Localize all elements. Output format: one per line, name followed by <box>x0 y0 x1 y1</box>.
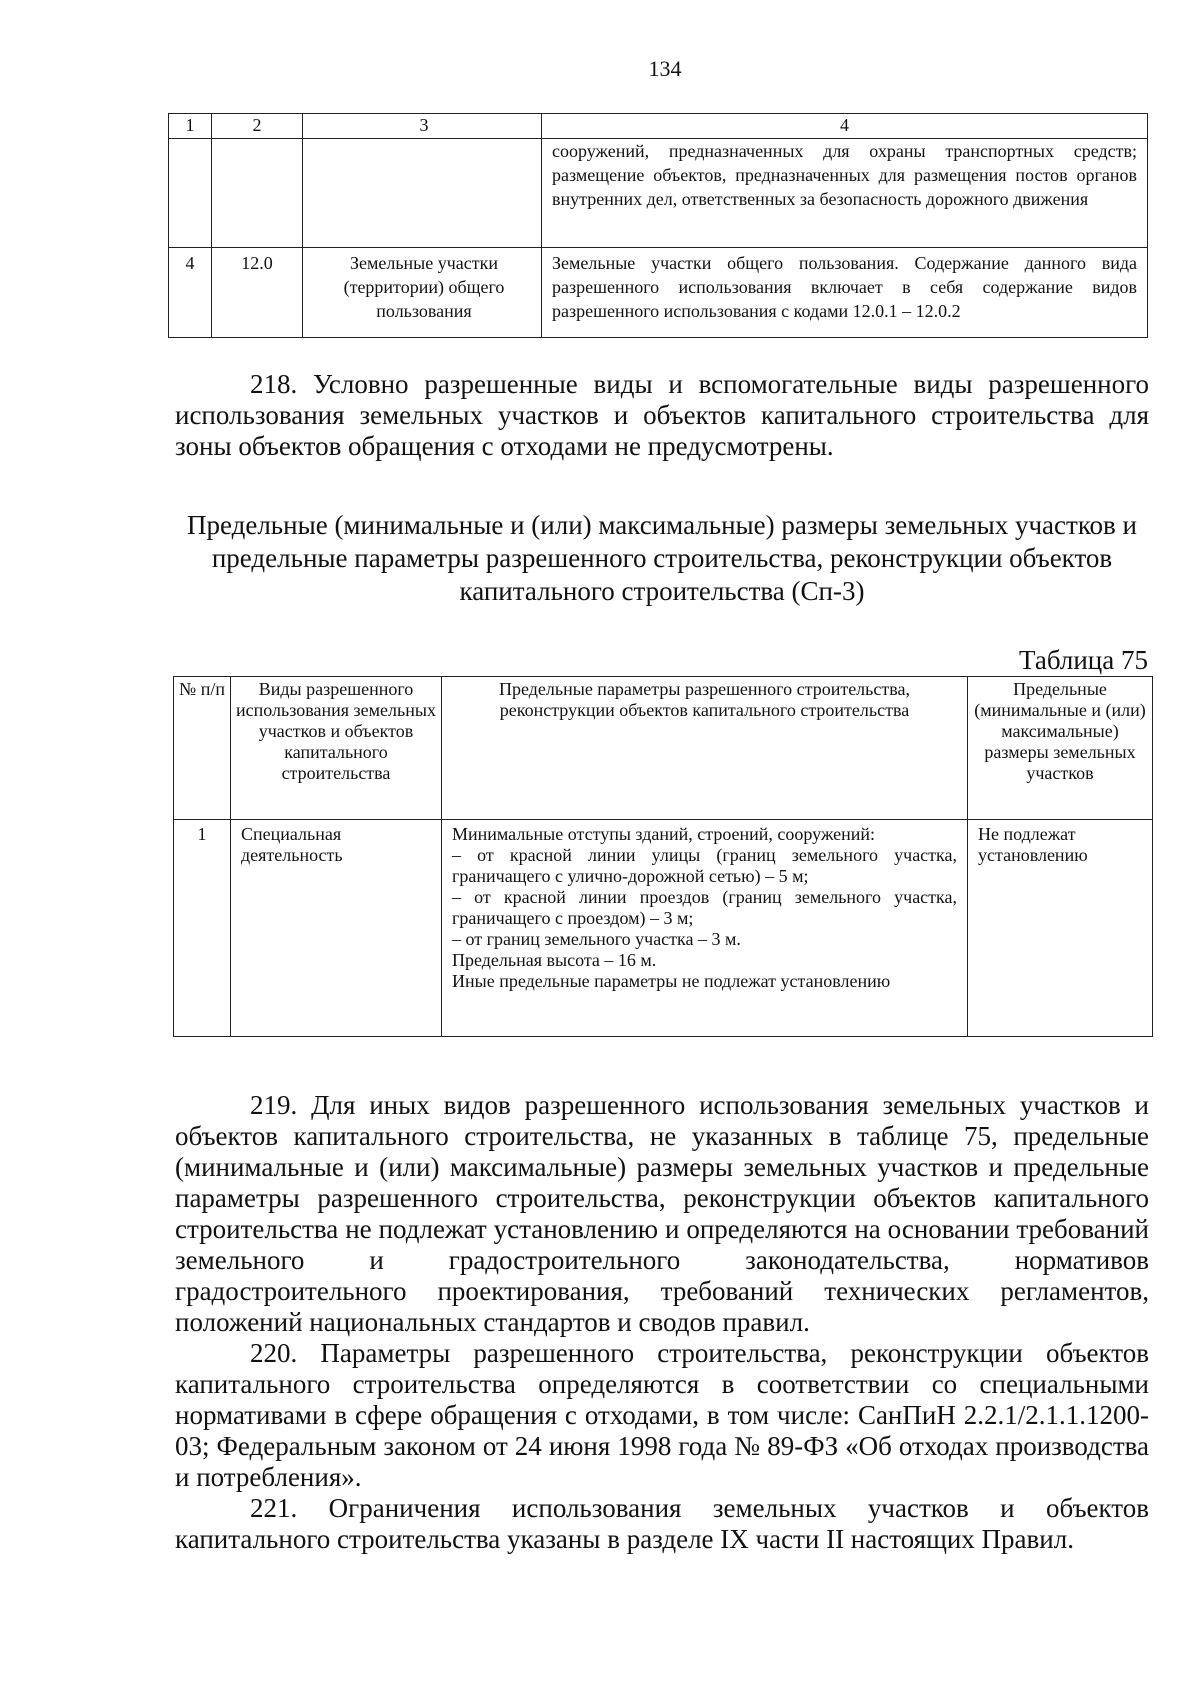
paragraph-218 <box>175 369 1149 462</box>
param-line: – от красной линии проездов (границ земельного участка, граничащего с проездом) – 3 м; <box>452 887 957 928</box>
param-line: Минимальные отступы зданий, строений, сооружений: <box>452 824 876 844</box>
table-row <box>169 139 1148 248</box>
header-sizes: Предельные (минимальные и (или) максимальные) размеры земельных участков <box>968 677 1153 820</box>
cell-sizes: Не подлежат установлению <box>968 820 1153 1037</box>
header-cell-3: 3 <box>303 114 542 139</box>
paragraph-221: 221. Ограничения использования земельных участков и объектов капитального строительства указаны в разделе IX части II настоящих Правил. <box>175 1493 1149 1554</box>
cell-type <box>303 139 542 248</box>
header-cell-1: 1 <box>169 114 212 139</box>
cell-params <box>442 820 968 1037</box>
land-use-table-continuation <box>168 113 1148 338</box>
header-type: Виды разрешенного использования земельных участков и объектов капитального строительства <box>231 677 442 820</box>
page-number: 134 <box>648 56 682 81</box>
cell-num: 1 <box>174 820 231 1037</box>
table-header-row <box>174 677 1153 820</box>
param-line: Предельная высота – 16 м. <box>452 950 657 970</box>
header-params: Предельные параметры разрешенного строительства, реконструкции объектов капитального строительства <box>442 677 968 820</box>
table-label: Таблица 75 <box>1019 645 1148 675</box>
header-cell-2: 2 <box>212 114 303 139</box>
cell-type: Специальная деятельность <box>231 820 442 1037</box>
header-num: № п/п <box>174 677 231 820</box>
paragraph-220: 220. Параметры разрешенного строительства, реконструкции объектов капитального строительства определяются в соответствии со специальными нормативами в сфере обращения с отходами, в том числе: СанПиН 2.2.1/2.1.1.1200-03; Федеральным законом от 24 июня 1998 года № 89-ФЗ «Об отходах производства и потребления». <box>175 1338 1149 1492</box>
cell-type: Земельные участки (территории) общего пользования <box>303 248 542 338</box>
param-line: – от границ земельного участка – 3 м. <box>452 929 741 949</box>
table-row <box>169 248 1148 338</box>
section-title: Предельные (минимальные и (или) максимальные) размеры земельных участков и предельные параметры разрешенного строительства, реконструкции объектов капитального строительства (Сп-3) <box>186 510 1138 606</box>
cell-code <box>212 139 303 248</box>
paragraph-218-text: 218. Условно разрешенные виды и вспомогательные виды разрешенного использования земельных участков и объектов капитального строительства для зоны объектов обращения с отходами не предусмотрены. <box>175 369 1149 461</box>
cell-description: сооружений, предназначенных для охраны транспортных средств; размещение объектов, предназначенных для размещения постов органов внутренних дел, ответственных за безопасность дорожного движения <box>542 139 1148 248</box>
paragraph-219: 219. Для иных видов разрешенного использования земельных участков и объектов капитального строительства, не указанных в таблице 75, предельные (минимальные и (или) максимальные) размеры земельных участков и предельные параметры разрешенного строительства, реконструкции объектов капитального строительства не подлежат установлению и определяются на основании требований земельного и градостроительного законодательства, нормативов градостроительного проектирования, требований технических регламентов, положений национальных стандартов и сводов правил. <box>175 1090 1149 1337</box>
param-line: Иные предельные параметры не подлежат установлению <box>452 971 891 991</box>
cell-num <box>169 139 212 248</box>
table-row <box>174 820 1153 1037</box>
table-75 <box>173 676 1153 1037</box>
cell-code: 12.0 <box>212 248 303 338</box>
cell-num: 4 <box>169 248 212 338</box>
paragraphs-block <box>175 1090 1149 1555</box>
param-line: – от красной линии улицы (границ земельного участка, граничащего с улично-дорожной сетью) – 5 м; <box>452 845 957 886</box>
cell-description: Земельные участки общего пользования. Содержание данного вида разрешенного использования включает в себя содержание видов разрешенного использования с кодами 12.0.1 – 12.0.2 <box>542 248 1148 338</box>
header-cell-4: 4 <box>542 114 1148 139</box>
table-header-row <box>169 114 1148 139</box>
